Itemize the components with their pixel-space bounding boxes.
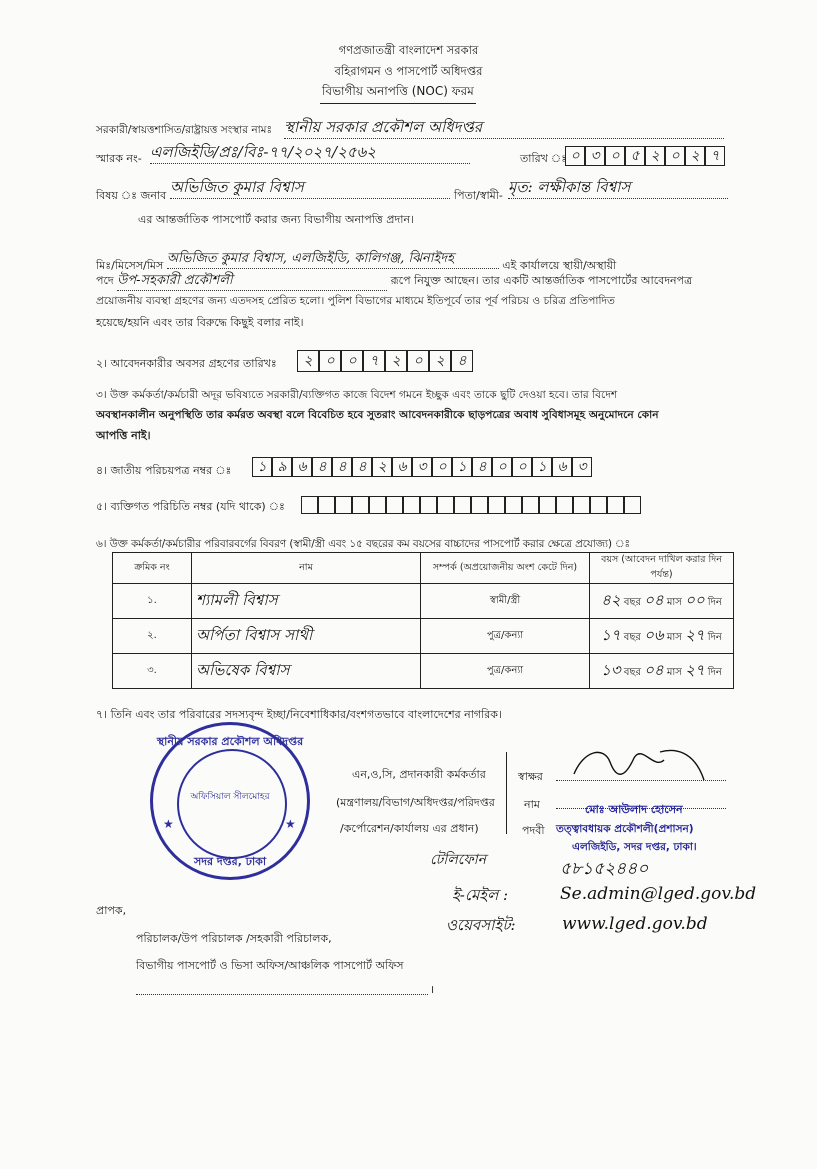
nid-digit: ৬	[292, 457, 312, 477]
nid-digit: ৪	[472, 457, 492, 477]
month-label: মাস	[666, 631, 682, 643]
name-label: নাম	[524, 798, 540, 811]
month-label: মাস	[666, 596, 682, 608]
date-digit: ৩	[585, 146, 605, 166]
pin-box[interactable]	[624, 496, 641, 514]
citizenship-statement: ৭। তিনি এবং তার পরিবারের সদস্যবৃন্দ ইচ্ছা/নিবেশাধিকার/বংশগতভাবে বাংলাদেশের নাগরিক।	[96, 708, 502, 721]
row-age[interactable]	[590, 584, 734, 619]
father-label: পিতা/স্বামী-	[454, 189, 503, 202]
memo-label: স্মারক নং-	[96, 152, 142, 165]
memo-number-field[interactable]	[150, 141, 470, 164]
para1-line-3: প্রয়োজনীয় ব্যবস্থা গ্রহণের জন্য এতদসহ প্রেরিত হলো। পুলিশ বিভাগের মাধ্যমে ইতিপূর্বে তার পূর্ব পরিচয় ও চরিত্র প্রতিপাদিত	[96, 295, 616, 307]
row-relation: পুত্র/কন্যা	[421, 619, 590, 654]
date-label: তারিখ ঃ	[520, 152, 568, 165]
official-seal	[150, 722, 310, 880]
pin-box[interactable]	[335, 496, 352, 514]
date-digit: ৭	[705, 146, 725, 166]
family-label: ৬। উক্ত কর্মকর্তা/কর্মচারীর পরিবারবর্গের বিবরণ (স্বামী/স্ত্রী এবং ১৫ বছরের কম বয়সের বাচ্চাদের পাসপোর্ট করার ক্ষেত্রে প্রযোজ্য) ঃ	[96, 538, 631, 550]
pin-box[interactable]	[318, 496, 335, 514]
retirement-digit: ২	[429, 350, 451, 372]
nid-digit: ০	[492, 457, 512, 477]
para1-post-label: পদে	[96, 274, 114, 287]
subject-name-field[interactable]	[170, 176, 450, 199]
col-name: নাম	[192, 553, 421, 584]
retirement-digit: ২	[385, 350, 407, 372]
nid-digit: ০	[512, 457, 532, 477]
age-years: ১৭	[601, 625, 621, 644]
nid-digit: ২	[372, 457, 392, 477]
pin-box[interactable]	[386, 496, 403, 514]
pin-box[interactable]	[471, 496, 488, 514]
father-name-handwritten: মৃত: লক্ষীকান্ত বিশ্বাস	[508, 178, 631, 196]
col-age: বয়স (আবেদন দাখিল করার দিন পর্যন্ত)	[590, 553, 734, 584]
pin-box[interactable]	[505, 496, 522, 514]
phone-label-handwritten: টেলিফোন	[430, 852, 487, 868]
para1-line-2-rest: রূপে নিযুক্ত আছেন। তার একটি আন্তর্জাতিক পাসপোর্টের আবেদনপত্র	[390, 274, 693, 287]
authority-line-1: এন,ও,সি, প্রদানকারী কর্মকর্তার	[352, 768, 486, 781]
recipient-line-1: পরিচালক/উপ পরিচালক /সহকারী পরিচালক,	[136, 932, 332, 945]
nid-digit: ৪	[332, 457, 352, 477]
pin-box[interactable]	[352, 496, 369, 514]
row-name[interactable]: অর্পিতা বিশ্বাস সাথী	[192, 619, 421, 654]
row-name[interactable]: অভিষেক বিশ্বাস	[192, 654, 421, 689]
row-serial: ২.	[113, 619, 192, 654]
family-table-header	[113, 553, 734, 584]
nid-boxes[interactable]	[252, 457, 592, 477]
table-row	[113, 584, 734, 619]
nid-digit: ৪	[312, 457, 332, 477]
signature-scribble	[564, 740, 714, 784]
family-table	[112, 552, 734, 689]
seal-bottom-text: সদর দপ্তর, ঢাকা	[193, 855, 267, 868]
subject-label: বিষয় ঃ জনাব	[96, 189, 167, 202]
nid-digit: ১	[252, 457, 272, 477]
authority-line-2: (মন্ত্রণালয়/বিভাগ/অধিদপ্তর/পরিদপ্তর	[336, 796, 495, 809]
year-label: বছর	[623, 596, 641, 608]
col-serial: ক্রমিক নং	[113, 553, 192, 584]
nid-digit: ১	[452, 457, 472, 477]
retirement-digit: ০	[319, 350, 341, 372]
web-label-handwritten: ওয়েবসাইট:	[446, 916, 516, 934]
form-title: বিভাগীয় অনাপত্তি (NOC) ফরম	[320, 83, 476, 104]
age-days: ২৭	[685, 660, 705, 679]
authority-line-3: /কর্পোরেশন/কার্যালয় এর প্রধান)	[340, 822, 479, 835]
item3-line-2: অবস্থানকালীন অনুপস্থিতি তার কর্মরত অবস্থা বলে বিবেচিত হবে সুতরাং আবেদনকারীকে ছাড়পত্রের অবাধ সুবিধাসমূহ অনুমোদনে কোন	[96, 409, 659, 421]
year-label: বছর	[623, 631, 641, 643]
nid-digit: ১	[532, 457, 552, 477]
age-months: ০৬	[644, 625, 664, 644]
age-months: ০৪	[644, 660, 664, 679]
table-row	[113, 654, 734, 689]
para1-suffix: এই কার্যালয়ে স্থায়ী/অস্থায়ী	[502, 259, 617, 272]
row-serial: ১.	[113, 584, 192, 619]
web-handwritten: www.lged.gov.bd	[562, 914, 708, 934]
retirement-date-boxes[interactable]	[297, 350, 473, 372]
day-label: দিন	[707, 631, 722, 643]
office-name-field[interactable]	[284, 116, 724, 139]
para1-line-2	[96, 271, 736, 291]
recipient-end-mark: ।	[430, 983, 435, 996]
item3-line-3: আপত্তি নাই।	[96, 429, 151, 442]
office-name-handwritten: স্থানীয় সরকার প্রকৌশল অধিদপ্তর	[284, 118, 483, 136]
retirement-digit: ০	[407, 350, 429, 372]
date-digit: ৫	[625, 146, 645, 166]
retirement-digit: ০	[341, 350, 363, 372]
pin-box[interactable]	[522, 496, 539, 514]
pin-box[interactable]	[301, 496, 318, 514]
nid-label: ৪। জাতীয় পরিচয়পত্র নম্বর ঃ	[96, 464, 232, 477]
pin-box[interactable]	[556, 496, 573, 514]
age-years: ১৩	[601, 660, 621, 679]
recipient-label: প্রাপক,	[96, 904, 127, 917]
para1-prefix: মিঃ/মিসেস/মিস	[96, 259, 164, 272]
signature-field[interactable]	[556, 770, 726, 781]
age-years: ৪২	[601, 590, 621, 609]
col-relation: সম্পর্ক (অপ্রয়োজনীয় অংশ কেটে দিন)	[421, 553, 590, 584]
age-days: ০০	[685, 590, 705, 609]
date-digit: ২	[645, 146, 665, 166]
seal-inner-ring	[177, 749, 287, 859]
month-label: মাস	[666, 666, 682, 678]
post-label: পদবী	[522, 824, 545, 837]
header-line-2: বহিরাগমন ও পাসপোর্ট অধিদপ্তর	[334, 64, 483, 78]
seal-ring-text: স্থানীয় সরকার প্রকৌশল অধিদপ্তর	[156, 735, 304, 748]
star-icon: ★	[285, 817, 296, 831]
row-serial: ৩.	[113, 654, 192, 689]
memo-number-handwritten: এলজিইডি/প্রঃ/বিঃ-৭৭/২০২৭/২৫৬২	[150, 143, 377, 161]
stamp-officer-name: মোঃ আউলাদ হোসেন	[585, 803, 683, 816]
pin-boxes[interactable]	[301, 496, 641, 514]
phone-handwritten: ৫৮১৫২৪৪০	[560, 859, 649, 879]
pin-box[interactable]	[403, 496, 420, 514]
header-line-1: গণপ্রজাতন্ত্রী বাংলাদেশ সরকার	[338, 43, 479, 57]
retirement-digit: ২	[297, 350, 319, 372]
recipient-address-field[interactable]	[136, 994, 428, 995]
pin-box[interactable]	[454, 496, 471, 514]
age-days: ২৭	[685, 625, 705, 644]
row-name[interactable]: শ্যামলী বিশ্বাস	[192, 584, 421, 619]
pin-box[interactable]	[573, 496, 590, 514]
pin-box[interactable]	[437, 496, 454, 514]
date-digit: ০	[565, 146, 585, 166]
subject-name-handwritten: অভিজিত কুমার বিশ্বাস	[170, 178, 304, 196]
star-icon: ★	[163, 817, 174, 831]
table-row	[113, 619, 734, 654]
para1-post-handwritten[interactable]: উপ-সহকারী প্রকৌশলী	[117, 271, 387, 291]
retirement-date-label: ২। আবেদনকারীর অবসর গ্রহণের তারিখঃ	[96, 357, 277, 370]
para1-name-handwritten[interactable]: অভিজিত কুমার বিশ্বাস, এলজিইডি, কালিগঞ্জ, ঝিনাইদহ	[167, 249, 499, 269]
row-relation: পুত্র/কন্যা	[421, 654, 590, 689]
para1-line-4: হয়েছে/হয়নি এবং তার বিরুদ্ধে কিছুই বলার নাই।	[96, 316, 304, 329]
retirement-digit: ৪	[451, 350, 473, 372]
signature-label: স্বাক্ষর	[518, 770, 543, 783]
father-name-field[interactable]	[508, 176, 728, 199]
pin-box[interactable]	[369, 496, 386, 514]
pin-box[interactable]	[488, 496, 505, 514]
nid-digit: ৩	[412, 457, 432, 477]
date-digit: ০	[605, 146, 625, 166]
email-handwritten: Se.admin@lged.gov.bd	[560, 884, 757, 904]
nid-digit: ০	[432, 457, 452, 477]
pin-box[interactable]	[539, 496, 556, 514]
nid-digit: ৬	[552, 457, 572, 477]
seal-center-text: অফিসিয়াল সীলমোহর	[190, 792, 270, 802]
item3-line-1: ৩। উক্ত কর্মকর্তা/কর্মচারী অদূর ভবিষ্যতে সরকারী/ব্যক্তিগত কাজে বিদেশ গমনে ইচ্ছুক এবং তাকে ছুটি দেওয়া হবে। তার বিদেশ	[96, 389, 618, 401]
row-relation: স্বামী/স্ত্রী	[421, 584, 590, 619]
pin-box[interactable]	[420, 496, 437, 514]
day-label: দিন	[707, 596, 722, 608]
row-age[interactable]	[590, 619, 734, 654]
pin-box[interactable]	[590, 496, 607, 514]
nid-digit: ৯	[272, 457, 292, 477]
date-digit: ২	[685, 146, 705, 166]
stamp-officer-org: এলজিইডি, সদর দপ্তর, ঢাকা।	[572, 841, 697, 853]
nid-digit: ৪	[352, 457, 372, 477]
retirement-digit: ৭	[363, 350, 385, 372]
email-label-handwritten: ই-মেইল :	[452, 886, 509, 904]
authority-divider	[506, 752, 507, 834]
date-boxes[interactable]	[565, 146, 725, 166]
pin-label: ৫। ব্যক্তিগত পরিচিতি নম্বর (যদি থাকে) ঃ	[96, 500, 285, 513]
subject-line-2: এর আন্তর্জাতিক পাসপোর্ট করার জন্য বিভাগীয় অনাপত্তি প্রদান।	[138, 213, 414, 226]
nid-digit: ৬	[392, 457, 412, 477]
age-months: ০৪	[644, 590, 664, 609]
recipient-line-2: বিভাগীয় পাসপোর্ট ও ভিসা অফিস/আঞ্চলিক পাসপোর্ট অফিস	[136, 959, 404, 972]
pin-box[interactable]	[607, 496, 624, 514]
year-label: বছর	[623, 666, 641, 678]
stamp-officer-post: তত্ত্বাবধায়ক প্রকৌশলী(প্রশাসন)	[556, 823, 694, 835]
nid-digit: ৩	[572, 457, 592, 477]
day-label: দিন	[707, 666, 722, 678]
row-age[interactable]	[590, 654, 734, 689]
office-label: সরকারী/স্বায়ত্তশাসিত/রাষ্ট্রায়ত্ত সংস্থার নামঃ	[96, 124, 273, 136]
date-digit: ০	[665, 146, 685, 166]
